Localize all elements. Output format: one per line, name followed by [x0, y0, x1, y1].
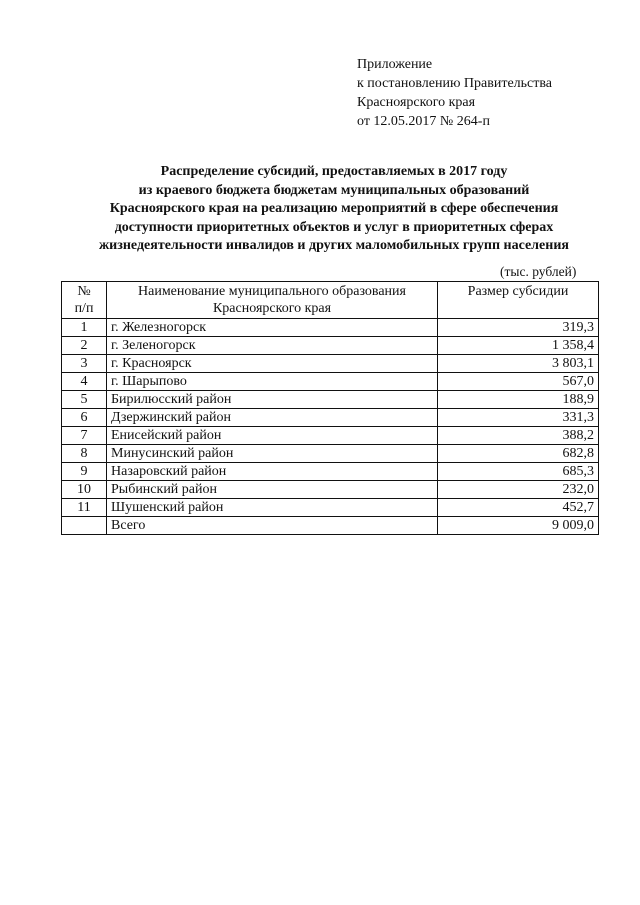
subsidy-table [61, 281, 599, 535]
row-amount: 685,3 [438, 463, 599, 481]
header-name [107, 282, 438, 319]
title-line: Красноярского края на реализацию мероприятий в сфере обеспечения [109, 201, 559, 216]
table-row [62, 463, 599, 481]
table-row [62, 481, 599, 499]
row-municipality: г. Зеленогорск [107, 337, 438, 355]
row-municipality: Назаровский район [107, 463, 438, 481]
row-number: 10 [62, 481, 107, 499]
appendix-line: Приложение [357, 57, 433, 72]
row-amount: 452,7 [438, 499, 599, 517]
header-amount [438, 282, 599, 319]
row-number: 9 [62, 463, 107, 481]
document-title [60, 163, 608, 256]
row-number: 6 [62, 409, 107, 427]
row-number: 5 [62, 391, 107, 409]
table-total-row [62, 517, 599, 535]
row-municipality: г. Красноярск [107, 355, 438, 373]
table-row [62, 427, 599, 445]
table-row [62, 373, 599, 391]
row-municipality: Енисейский район [107, 427, 438, 445]
header-number-line2: п/п [74, 301, 94, 316]
appendix-line: к постановлению Правительства [357, 76, 553, 91]
header-amount-text: Размер субсидии [467, 284, 569, 299]
table-row [62, 319, 599, 337]
title-line: Распределение субсидий, предоставляемых в 2017 году [160, 164, 508, 179]
appendix-line: Красноярского края [357, 95, 476, 110]
appendix-date-number: от 12.05.2017 № 264-п [357, 114, 490, 129]
row-municipality: Минусинский район [107, 445, 438, 463]
row-amount: 331,3 [438, 409, 599, 427]
row-amount: 567,0 [438, 373, 599, 391]
title-line: из краевого бюджета бюджетам муниципальных образований [138, 182, 530, 198]
table-row [62, 499, 599, 517]
row-number: 1 [62, 319, 107, 337]
row-amount: 1 358,4 [438, 337, 599, 355]
row-number: 7 [62, 427, 107, 445]
header-number [62, 282, 107, 319]
header-name-line2: Красноярского края [212, 301, 332, 316]
header-number-line1: № [77, 284, 91, 299]
header-name-line1: Наименование муниципального образования [138, 284, 406, 299]
row-municipality: Бирилюсский район [107, 391, 438, 409]
table-header-row [62, 282, 599, 319]
unit-label: (тыс. рублей) [500, 264, 577, 279]
total-label: Всего [107, 517, 438, 535]
row-amount: 232,0 [438, 481, 599, 499]
row-amount: 682,8 [438, 445, 599, 463]
row-number: 2 [62, 337, 107, 355]
title-line: доступности приоритетных объектов и услуг в приоритетных сферах [114, 219, 554, 235]
table-row [62, 409, 599, 427]
row-number: 4 [62, 373, 107, 391]
row-municipality: Дзержинский район [107, 409, 438, 427]
row-amount: 188,9 [438, 391, 599, 409]
row-municipality: г. Шарыпово [107, 373, 438, 391]
row-amount: 388,2 [438, 427, 599, 445]
table-row [62, 355, 599, 373]
row-number: 11 [62, 499, 107, 517]
row-amount: 3 803,1 [438, 355, 599, 373]
row-municipality: Рыбинский район [107, 481, 438, 499]
row-municipality: Шушенский район [107, 499, 438, 517]
table-row [62, 445, 599, 463]
row-number: 3 [62, 355, 107, 373]
row-number: 8 [62, 445, 107, 463]
row-amount: 319,3 [438, 319, 599, 337]
row-municipality: г. Железногорск [107, 319, 438, 337]
total-amount: 9 009,0 [438, 517, 599, 535]
total-number-cell [62, 517, 107, 535]
table-row [62, 337, 599, 355]
appendix-block [357, 55, 552, 131]
title-line: жизнедеятельности инвалидов и других маломобильных групп населения [99, 238, 569, 253]
table-row [62, 391, 599, 409]
